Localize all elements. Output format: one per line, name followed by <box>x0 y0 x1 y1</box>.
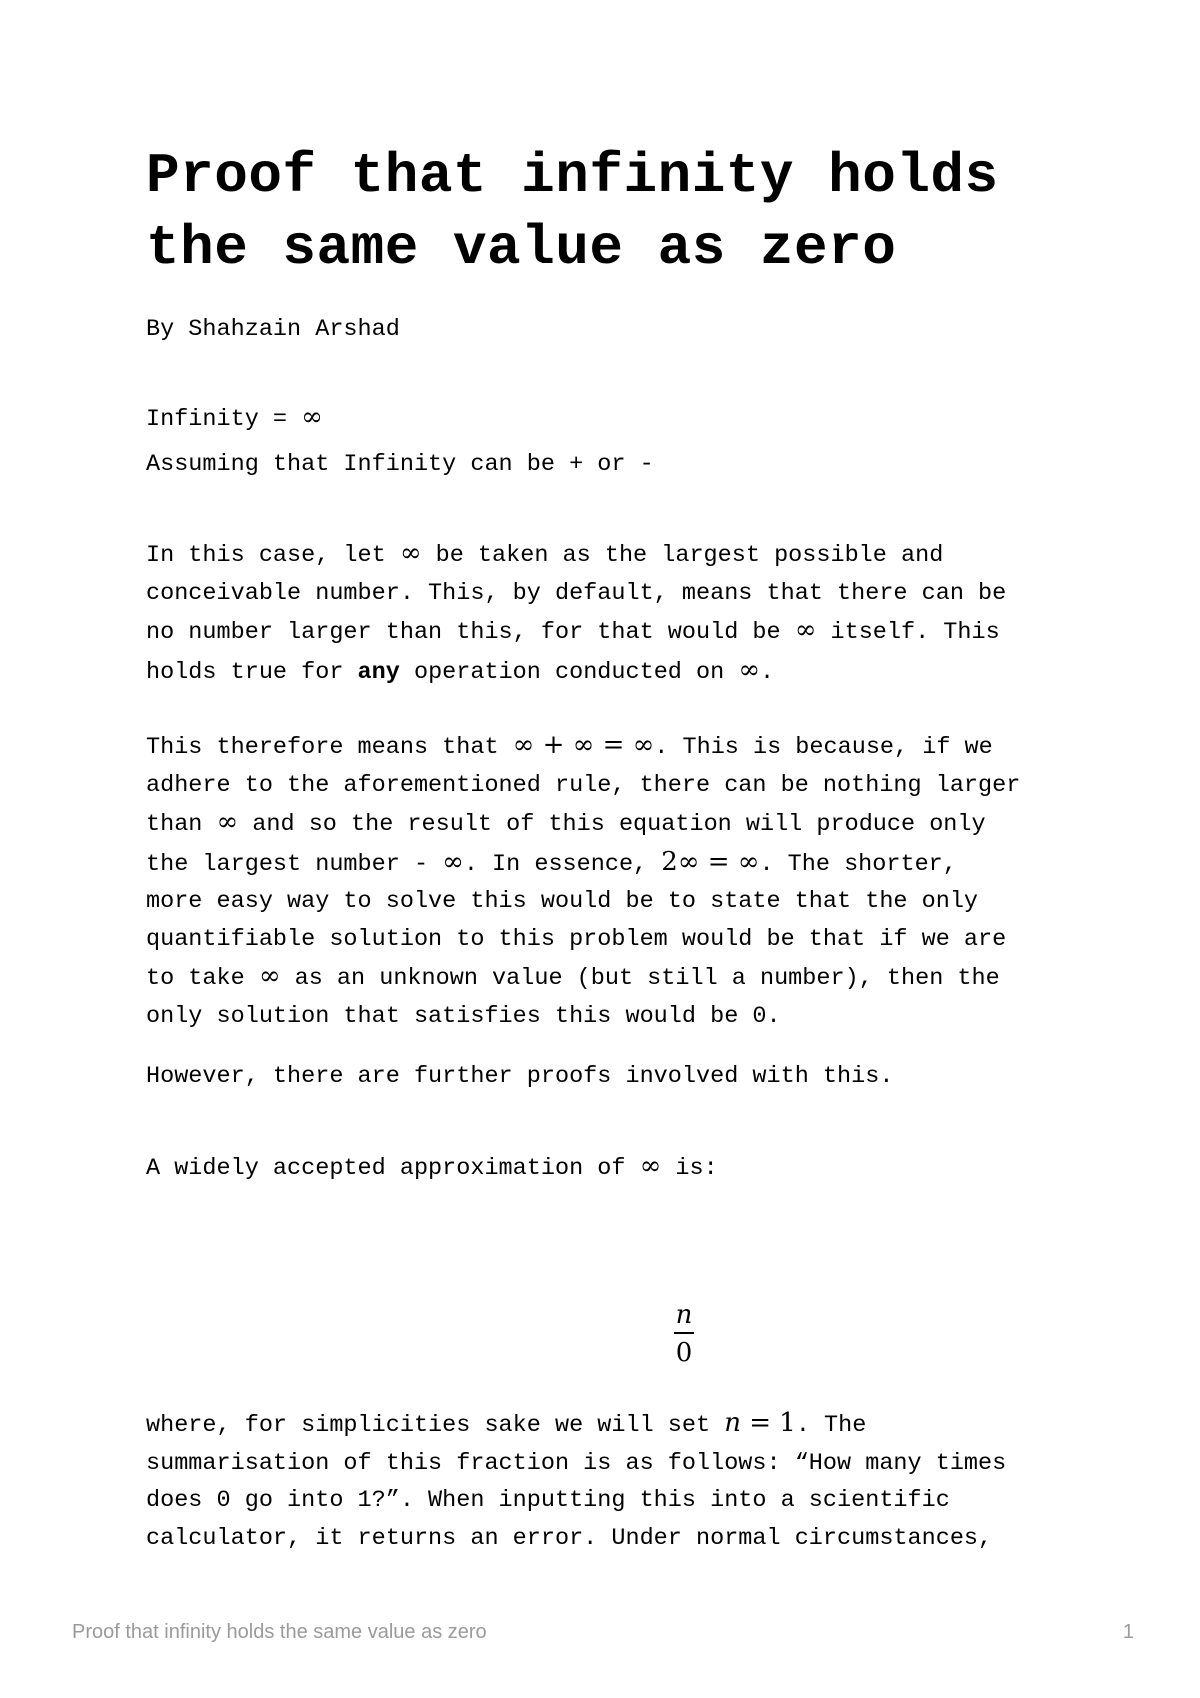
paragraph-1 <box>146 535 1006 691</box>
title-line-2: the same value as zero <box>146 216 897 280</box>
paragraph-5-line-4: calculator, it returns an error. Under normal circumstances, <box>146 1524 993 1552</box>
paragraph-2-line-4: the largest number - ∞. In essence, 2∞ = ∞. The shorter, <box>146 846 957 878</box>
paragraph-2-line-2: adhere to the aforementioned rule, there can be nothing larger <box>146 771 1021 799</box>
fraction-n-over-zero <box>674 1300 695 1368</box>
paragraph-2-line-5: more easy way to solve this would be to state that the only <box>146 888 979 915</box>
fraction-bar <box>674 1332 695 1334</box>
infinity-symbol: ∞ <box>639 1151 662 1181</box>
definition-line <box>146 399 323 439</box>
paragraph-2 <box>146 727 1020 1035</box>
emphasis-any: any <box>357 658 400 686</box>
fraction-block <box>146 1300 1066 1368</box>
assumption-line: Assuming that Infinity can be + or - <box>146 451 654 478</box>
paragraph-5 <box>146 1405 1006 1557</box>
fraction-numerator: n <box>675 1300 693 1330</box>
title-line-1: Proof that infinity holds <box>146 144 999 208</box>
paragraph-5-line-2: summarisation of this fraction is as follows: “How many times <box>146 1449 1007 1477</box>
infinity-symbol: ∞ <box>301 402 323 432</box>
infinity-symbol: ∞ <box>258 961 281 991</box>
paragraph-1-line-2: conceivable number. This, by default, means that there can be <box>146 579 1007 607</box>
page-title <box>146 140 999 284</box>
paragraph-2-line-8: only solution that satisfies this would be 0. <box>146 1002 781 1030</box>
infinity-symbol: ∞ <box>399 538 422 568</box>
variable-equation: n = 1 <box>724 1408 796 1438</box>
paragraph-1-line-3: no number larger than this, for that would be ∞ itself. This <box>146 615 1000 646</box>
footer-page-number: 1 <box>1122 1621 1134 1643</box>
equation-two-infinity: 2∞ = ∞ <box>661 846 760 877</box>
author-line: By Shahzain Arshad <box>146 316 400 343</box>
infinity-symbol: ∞ <box>442 846 464 877</box>
paragraph-5-line-3: does 0 go into 1?”. When inputting this into a scientific <box>146 1487 950 1514</box>
equation-infinity-sum: ∞ + ∞ = ∞ <box>512 730 655 760</box>
paragraph-5-line-1: where, for simplicities sake we will set n = 1. The <box>146 1408 867 1439</box>
paragraph-2-line-7: to take ∞ as an unknown value (but still a number), then the <box>146 961 1000 992</box>
paragraph-1-line-4: holds true for any operation conducted on ∞. <box>146 654 775 686</box>
definition-label: Infinity = <box>146 406 302 433</box>
infinity-symbol: ∞ <box>794 615 817 645</box>
footer-title: Proof that infinity holds the same value as zero <box>72 1621 487 1643</box>
paragraph-3: However, there are further proofs involved with this. <box>146 1063 894 1090</box>
fraction-denominator: 0 <box>675 1338 693 1368</box>
infinity-symbol: ∞ <box>738 654 760 685</box>
paragraph-2-line-3: than ∞ and so the result of this equation will produce only <box>146 807 986 838</box>
paragraph-2-line-1: This therefore means that ∞ + ∞ = ∞. This is because, if we <box>146 730 993 761</box>
infinity-symbol: ∞ <box>216 807 239 837</box>
paragraph-2-line-6: quantifiable solution to this problem would be that if we are <box>146 925 1007 953</box>
paragraph-1-line-1: In this case, let ∞ be taken as the largest possible and <box>146 538 944 569</box>
paragraph-4: A widely accepted approximation of ∞ is: <box>146 1151 718 1182</box>
